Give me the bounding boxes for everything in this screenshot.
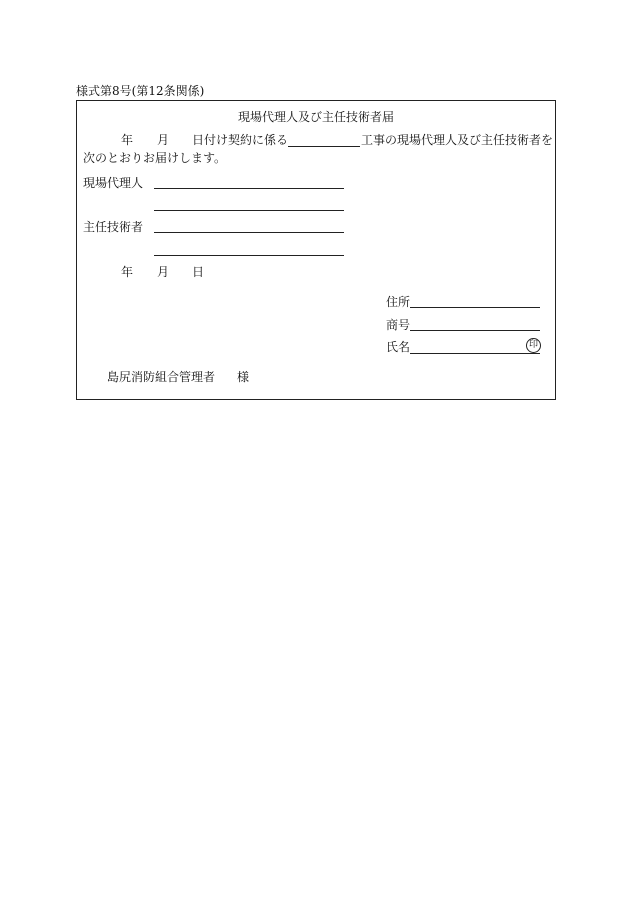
date-month: 月: [157, 265, 170, 279]
intro-day-text: 日付け契約に係る: [192, 133, 289, 147]
chief-engineer-field-1[interactable]: [154, 232, 344, 233]
addressee-honorific: 様: [237, 370, 250, 384]
seal-mark: 印: [526, 338, 541, 353]
date-year: 年: [121, 265, 134, 279]
site-agent-field-2[interactable]: [154, 210, 344, 211]
intro-line2: 次のとおりお届けします。: [83, 151, 227, 165]
form-number: 様式第8号(第12条関係): [76, 84, 205, 98]
name-field[interactable]: [410, 353, 540, 354]
construction-name-field[interactable]: [288, 146, 360, 147]
intro-year: 年: [121, 133, 134, 147]
intro-construction-text: 工事の現場代理人及び主任技術者を: [361, 133, 554, 147]
trade-name-field[interactable]: [410, 330, 540, 331]
chief-engineer-label: 主任技術者: [83, 220, 144, 234]
address-label: 住所: [386, 295, 411, 309]
date-day: 日: [192, 265, 205, 279]
chief-engineer-field-2[interactable]: [154, 255, 344, 256]
intro-month: 月: [157, 133, 170, 147]
site-agent-label: 現場代理人: [83, 176, 144, 190]
address-field[interactable]: [410, 307, 540, 308]
form-title: 現場代理人及び主任技術者届: [237, 110, 394, 124]
name-label: 氏名: [386, 340, 411, 354]
site-agent-field-1[interactable]: [154, 188, 344, 189]
trade-name-label: 商号: [386, 318, 411, 332]
addressee-organization: 島尻消防組合管理者: [107, 370, 216, 384]
notification-form: [76, 100, 556, 400]
